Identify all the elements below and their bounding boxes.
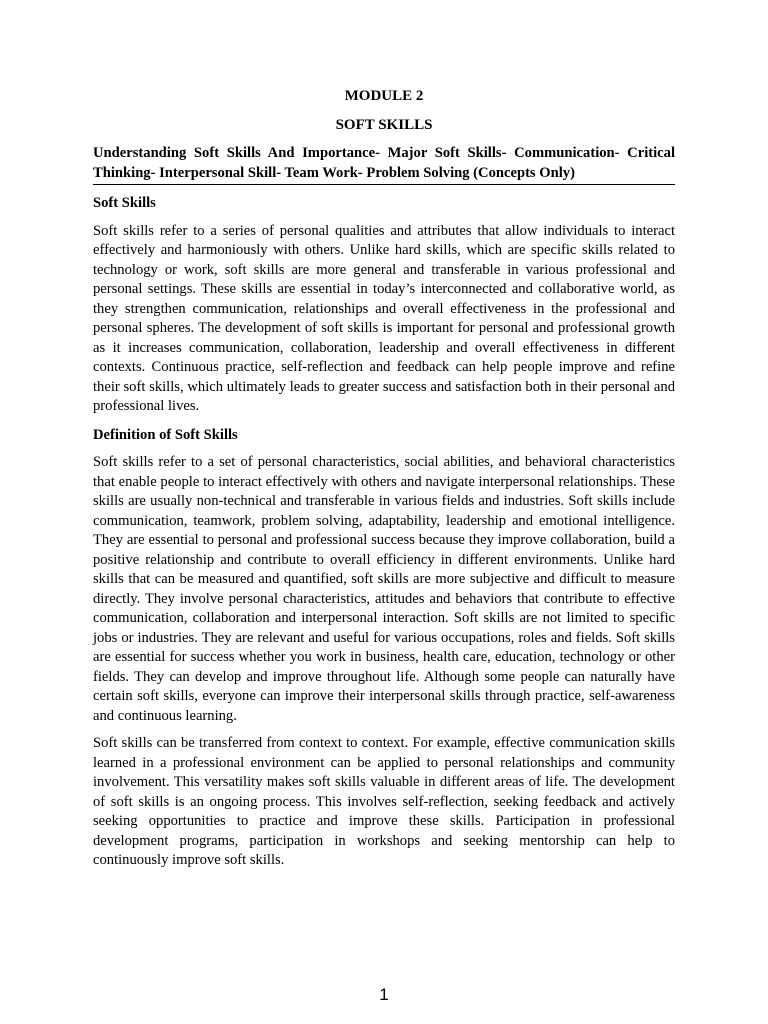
- paragraph: Soft skills can be transferred from context to context. For example, effective communication skills learned in a professional environment can be applied to personal relationships and community involvement. This versatility makes soft skills valuable in different areas of life. The development of soft skills is an ongoing process. This involves self-reflection, seeking feedback and actively seeking opportunities to practice and improve these skills. Participation in professional development programs, participation in workshops and seeking mentorship can help to continuously improve soft skills.: [93, 735, 675, 868]
- paragraph: Soft skills refer to a series of personal qualities and attributes that allow individuals to interact effectively and harmoniously with others. Unlike hard skills, which are specific skills related to technology or work, soft skills are more general and transferable in various professional and personal settings. These skills are essential in today’s interconnected and collaborative world, as they strengthen communication, relationships and overall effectiveness in the professional and personal spheres. The development of soft skills is important for personal and professional growth as it increases communication, collaboration, leadership and overall effectiveness in different contexts. Continuous practice, self-reflection and feedback can help people improve and refine their soft skills, which ultimately leads to greater success and satisfaction both in their personal and professional lives.: [93, 222, 675, 414]
- section-soft-skills: [93, 194, 675, 417]
- module-label: MODULE 2: [344, 88, 424, 104]
- paragraph: Soft skills refer to a set of personal characteristics, social abilities, and behavioral characteristics that enable people to interact effectively with others and navigate interpersonal relationships. These skills are usually non-technical and transferable in various fields and industries. Soft skills include communication, teamwork, problem solving, adaptability, leadership and emotional intelligence. They are essential to personal and professional success because they improve collaboration, build a positive relationship and contribute to overall efficiency in different environments. Unlike hard skills that can be measured and quantified, soft skills are more subjective and difficult to measure directly. They involve personal characteristics, attitudes and behaviors that contribute to effective communication, collaboration and interpersonal interaction. Soft skills are not limited to specific jobs or industries. They are relevant and useful for various occupations, roles and fields. Soft skills are essential for success whether you work in business, health care, education, technology or other fields. They can develop and improve throughout life. Although some people can naturally have certain soft skills, everyone can improve their interpersonal skills through practice, self-awareness and continuous learning.: [93, 454, 675, 724]
- document-page: [93, 86, 675, 879]
- section-heading: Definition of Soft Skills: [93, 426, 238, 443]
- page-number: 1: [379, 985, 389, 1004]
- section-heading: Soft Skills: [93, 195, 156, 211]
- module-subtitle: Understanding Soft Skills And Importance- Major Soft Skills- Communication- Critical Thinking- Interpersonal Skill- Team Work- Problem Solving (Concepts Only): [93, 144, 675, 185]
- section-definition: [93, 426, 675, 871]
- page-title: SOFT SKILLS: [335, 117, 433, 133]
